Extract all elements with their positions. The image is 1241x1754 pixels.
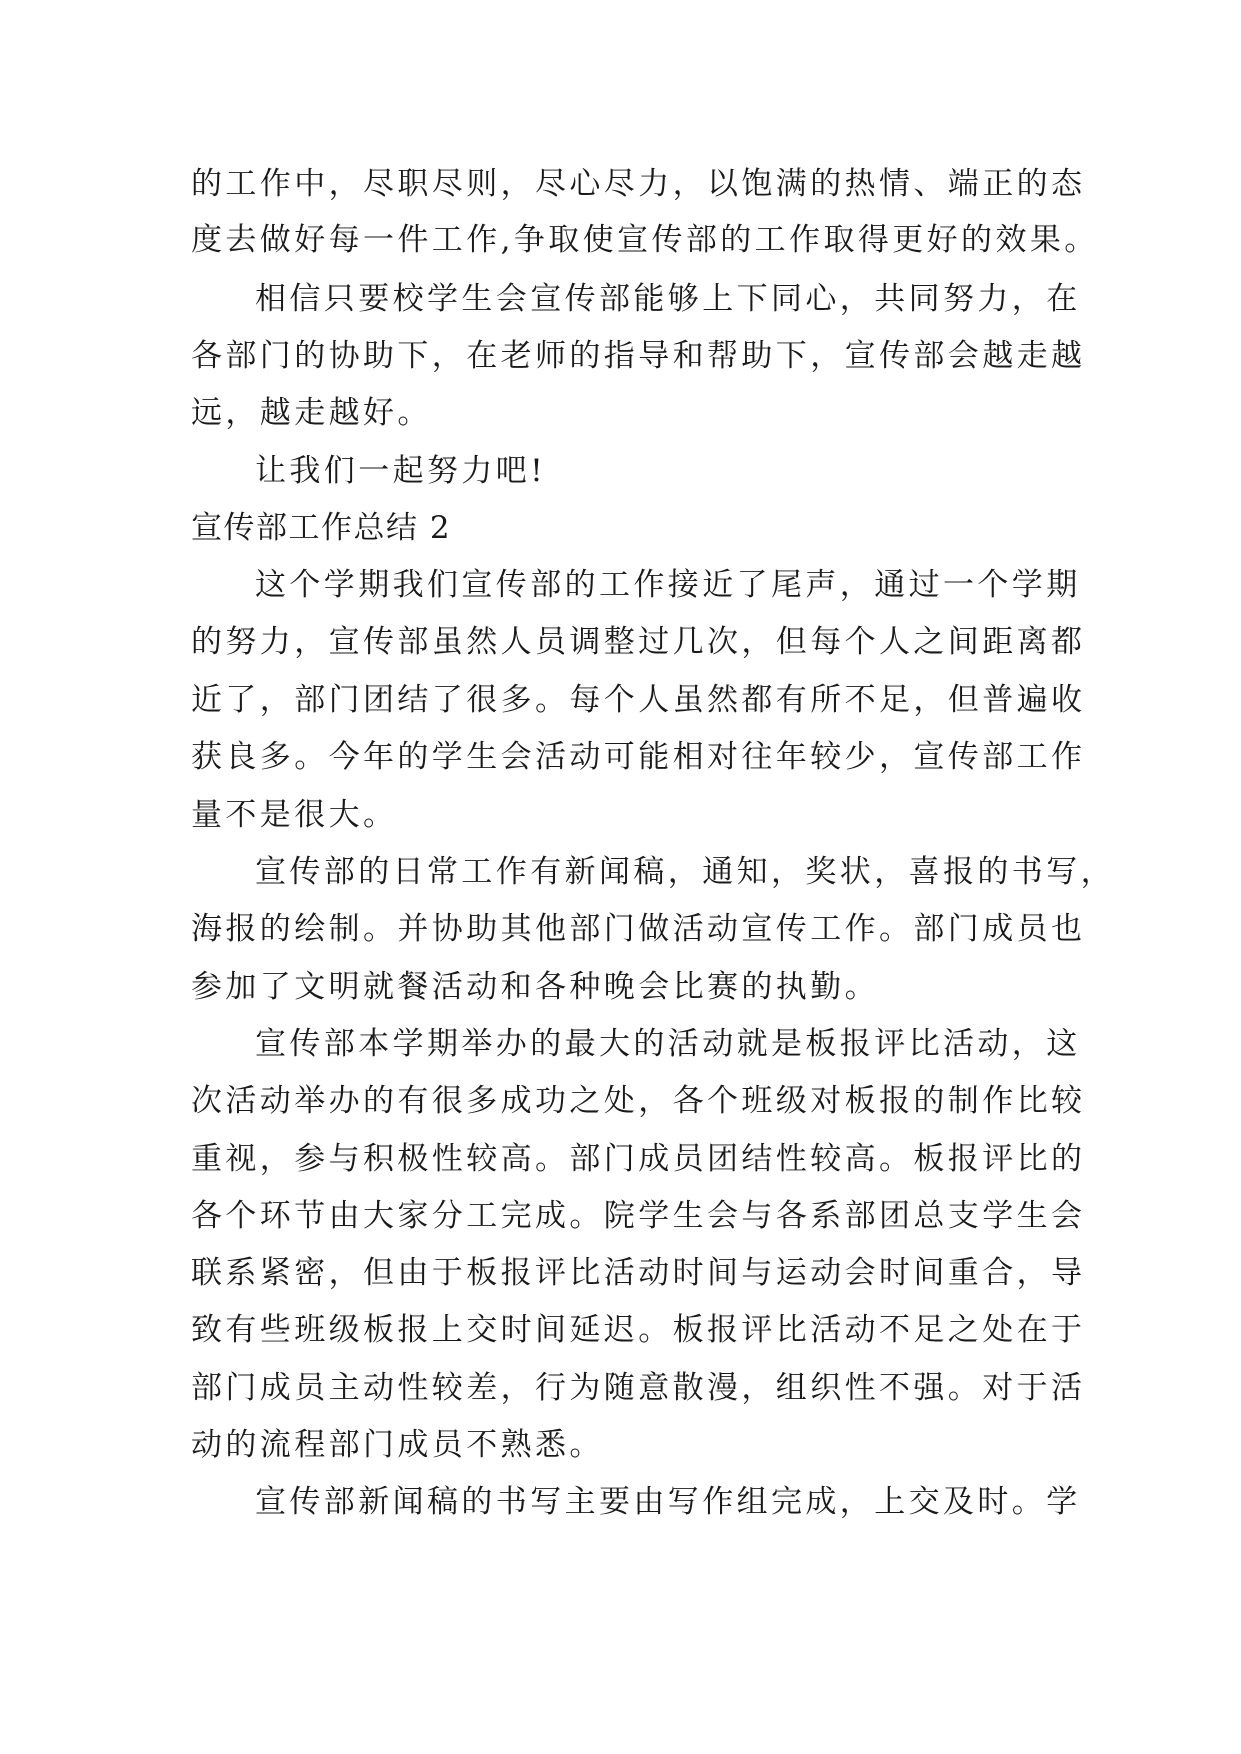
paragraph-line: 宣传部本学期举办的最大的活动就是板报评比活动，这 <box>255 1026 1081 1062</box>
paragraph-line: 宣传部的日常工作有新闻稿，通知，奖状，喜报的书写， <box>255 854 1115 890</box>
paragraph-line: 相信只要校学生会宣传部能够上下同心，共同努力，在 <box>255 281 1081 317</box>
section-heading: 宣传部工作总结 2 <box>191 510 452 546</box>
paragraph-line: 参加了文明就餐活动和各种晚会比赛的执勤。 <box>191 969 879 1005</box>
paragraph-line: 宣传部新闻稿的书写主要由写作组完成，上交及时。学 <box>255 1484 1081 1520</box>
paragraph-line: 量不是很大。 <box>191 797 398 833</box>
paragraph-line: 各个环节由大家分工完成。院学生会与各系部团总支学生会 <box>191 1198 1086 1234</box>
paragraph-line: 联系紧密，但由于板报评比活动时间与运动会时间重合，导 <box>191 1255 1086 1291</box>
paragraph-line: 致有些班级板报上交时间延迟。板报评比活动不足之处在于 <box>191 1312 1086 1348</box>
paragraph-line: 的工作中，尽职尽则，尽心尽力，以饱满的热情、端正的态 <box>191 166 1086 202</box>
paragraph-line: 近了，部门团结了很多。每个人虽然都有所不足，但普遍收 <box>191 682 1086 718</box>
paragraph-line: 海报的绘制。并协助其他部门做活动宣传工作。部门成员也 <box>191 911 1086 947</box>
paragraph-line: 远，越走越好。 <box>191 395 432 431</box>
paragraph-line: 让我们一起努力吧! <box>255 453 547 489</box>
paragraph-line: 获良多。今年的学生会活动可能相对往年较少，宣传部工作 <box>191 739 1086 775</box>
paragraph-line: 次活动举办的有很多成功之处，各个班级对板报的制作比较 <box>191 1083 1086 1119</box>
paragraph-line: 部门成员主动性较差，行为随意散漫，组织性不强。对于活 <box>191 1370 1086 1406</box>
paragraph-line: 动的流程部门成员不熟悉。 <box>191 1427 604 1463</box>
paragraph-line: 度去做好每一件工作,争取使宣传部的工作取得更好的效果。 <box>191 222 1099 258</box>
paragraph-line: 重视，参与积极性较高。部门成员团结性较高。板报评比的 <box>191 1141 1086 1177</box>
paragraph-line: 这个学期我们宣传部的工作接近了尾声，通过一个学期 <box>255 567 1081 603</box>
paragraph-line: 的努力，宣传部虽然人员调整过几次，但每个人之间距离都 <box>191 624 1086 660</box>
paragraph-line: 各部门的协助下，在老师的指导和帮助下，宣传部会越走越 <box>191 338 1086 374</box>
